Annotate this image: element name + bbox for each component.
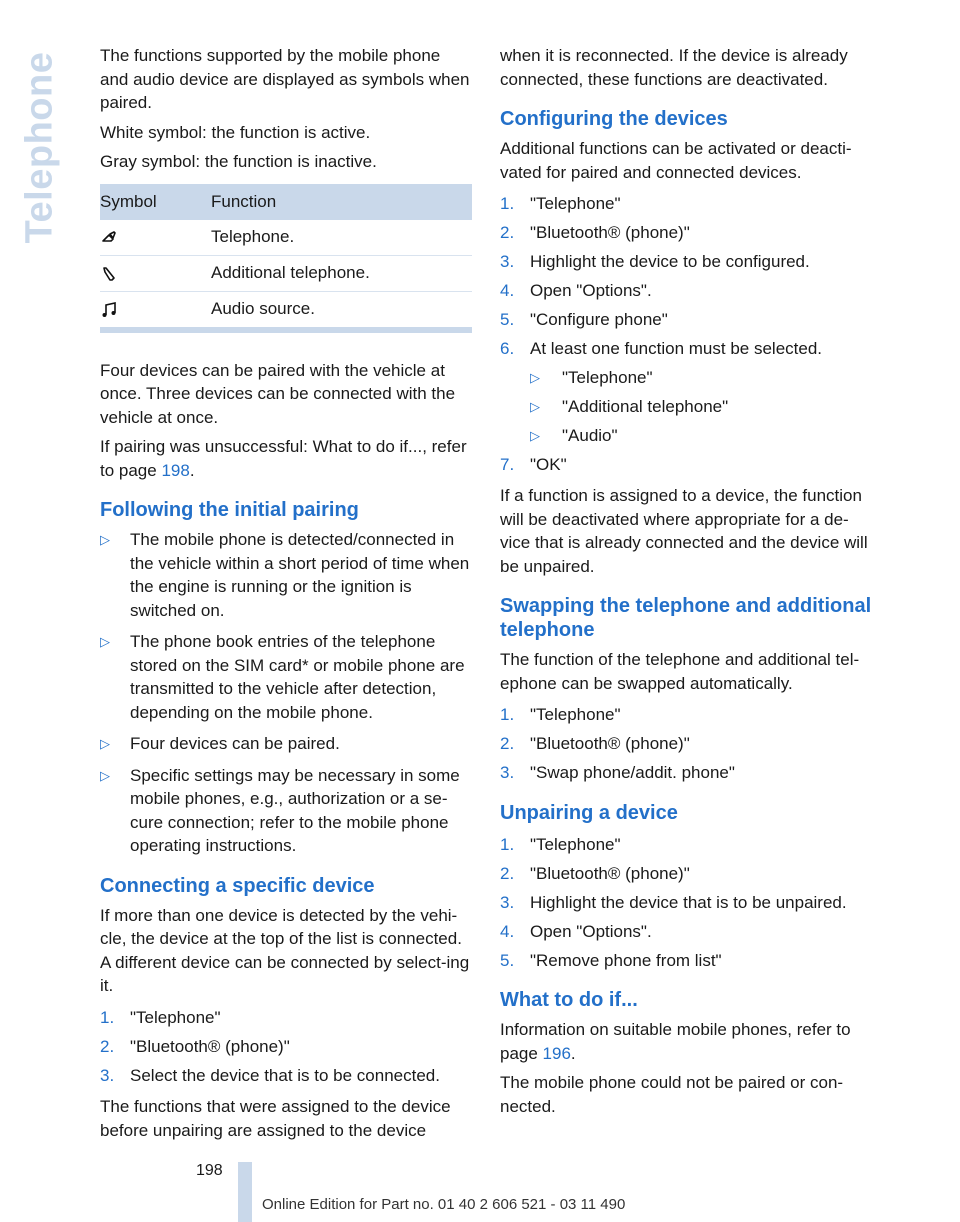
list-item: 1. "Telephone" (500, 705, 621, 724)
list-item: 2. "Bluetooth® (phone)" (500, 734, 690, 753)
paragraph: If pairing was unsuccessful: What to do if..., refer to page 198. (100, 437, 467, 480)
triangle-bullet-icon: ▷ (100, 532, 110, 547)
list-item: 2. "Bluetooth® (phone)" (500, 223, 690, 242)
heading-swapping-telephones: Swapping the telephone and additional telephone (500, 595, 872, 641)
intro-paragraph: White symbol: the function is active. (100, 122, 371, 142)
list-item: 6. At least one function must be selected. ▷ "Telephone" ▷ "Additional telephone" ▷ "Audio" (500, 337, 872, 447)
bullet-list (100, 528, 472, 858)
step-list (500, 833, 872, 973)
paragraph: If a function is assigned to a device, the function will be deactivated where appropriate for a de-vice that is already connected and the device will be unpaired. (500, 486, 868, 576)
list-item: ▷ Four devices can be paired. (100, 732, 472, 756)
paragraph: The functions that were assigned to the device before unpairing are assigned to the device (100, 1097, 451, 1140)
table-header-symbol: Symbol (100, 184, 211, 220)
additional-telephone-icon (100, 265, 118, 283)
audio-note-icon (100, 301, 118, 319)
table-header-function: Function (211, 184, 472, 220)
step-list (100, 1006, 472, 1088)
list-item: 4. Open "Options". (500, 921, 652, 941)
heading-what-to-do-if: What to do if... (500, 989, 638, 1011)
list-item: 1. "Telephone" (500, 194, 621, 213)
footer-edition-text: Online Edition for Part no. 01 40 2 606 521 - 03 11 490 (262, 1196, 626, 1213)
chapter-tab-label: Telephone (18, 51, 61, 243)
right-column (500, 44, 872, 1124)
triangle-bullet-icon: ▷ (530, 369, 540, 385)
list-item: 5. "Configure phone" (500, 310, 668, 329)
heading-following-initial-pairing: Following the initial pairing (100, 499, 359, 521)
paragraph: Four devices can be paired with the vehicle at once. Three devices can be connected with the vehicle at once. (100, 360, 456, 427)
chapter-tab (18, 42, 62, 252)
page-link-198[interactable]: 198 (161, 460, 190, 480)
table-row (100, 255, 472, 291)
list-item: 3. Select the device that is to be connected. (100, 1065, 440, 1085)
table-header-row (100, 184, 472, 220)
list-item: ▷ The mobile phone is detected/connected in the vehicle within a short period of time when the engine is running or the ignition is switched on. (100, 530, 470, 620)
heading-unpairing-device: Unpairing a device (500, 801, 678, 824)
heading-connecting-specific-device: Connecting a specific device (100, 874, 375, 897)
left-column (100, 44, 472, 1148)
list-item: 1. "Telephone" (100, 1007, 221, 1027)
sub-list (530, 366, 872, 448)
table-row (100, 220, 472, 256)
paragraph: Information on suitable mobile phones, refer to page 196. (500, 1020, 851, 1063)
triangle-bullet-icon: ▷ (100, 767, 110, 783)
list-item: 7. "OK" (500, 454, 567, 474)
list-item: 4. Open "Options". (500, 281, 652, 300)
page-link-196[interactable]: 196 (542, 1043, 571, 1063)
page-number: 198 (196, 1162, 223, 1179)
sub-list-item: ▷ "Telephone" (530, 366, 872, 390)
footer-bar (238, 1162, 252, 1222)
list-item: ▷ The phone book entries of the telephone stored on the SIM card* or mobile phone are transmitted to the vehicle after detection, depending on the mobile phone. (100, 632, 465, 722)
intro-paragraph: Gray symbol: the function is inactive. (100, 152, 377, 171)
table-cell-function: Telephone. (211, 220, 472, 256)
step-list (500, 703, 872, 785)
triangle-bullet-icon: ▷ (100, 634, 110, 649)
list-item: 2. "Bluetooth® (phone)" (100, 1036, 290, 1056)
paragraph: when it is reconnected. If the device is already connected, these functions are deactivated. (500, 46, 848, 89)
list-item: 1. "Telephone" (500, 834, 621, 854)
paragraph: If more than one device is detected by the vehi-cle, the device at the top of the list is connected. A different device can be connected by select-ing it. (100, 905, 470, 995)
symbol-table (100, 184, 472, 333)
triangle-bullet-icon: ▷ (530, 398, 540, 414)
paragraph: Additional functions can be activated or deacti-vated for paired and connected devices. (500, 139, 852, 182)
step-list (500, 192, 872, 476)
list-item: ▷ Specific settings may be necessary in some mobile phones, e.g., authorization or a se-cure connection; refer to the mobile phone operating instructions. (100, 765, 460, 855)
triangle-bullet-icon: ▷ (530, 427, 540, 443)
intro-paragraph: The functions supported by the mobile phone and audio device are displayed as symbols when paired. (100, 46, 470, 112)
list-item: 3. "Swap phone/addit. phone" (500, 763, 735, 782)
sub-list-item: ▷ "Additional telephone" (530, 395, 872, 419)
list-item: 3. Highlight the device to be configured. (500, 252, 810, 271)
table-cell-function: Audio source. (211, 291, 472, 330)
table-row (100, 291, 472, 330)
list-item: 3. Highlight the device that is to be unpaired. (500, 892, 847, 912)
sub-list-item: ▷ "Audio" (530, 424, 872, 448)
heading-configuring-devices: Configuring the devices (500, 108, 728, 130)
table-cell-function: Additional telephone. (211, 255, 472, 291)
telephone-icon (100, 229, 118, 247)
triangle-bullet-icon: ▷ (100, 736, 110, 751)
list-item: 5. "Remove phone from list" (500, 950, 722, 970)
paragraph: The function of the telephone and additional tel-ephone can be swapped automatically. (500, 650, 860, 693)
paragraph: The mobile phone could not be paired or con-nected. (500, 1073, 844, 1116)
list-item: 2. "Bluetooth® (phone)" (500, 863, 690, 883)
